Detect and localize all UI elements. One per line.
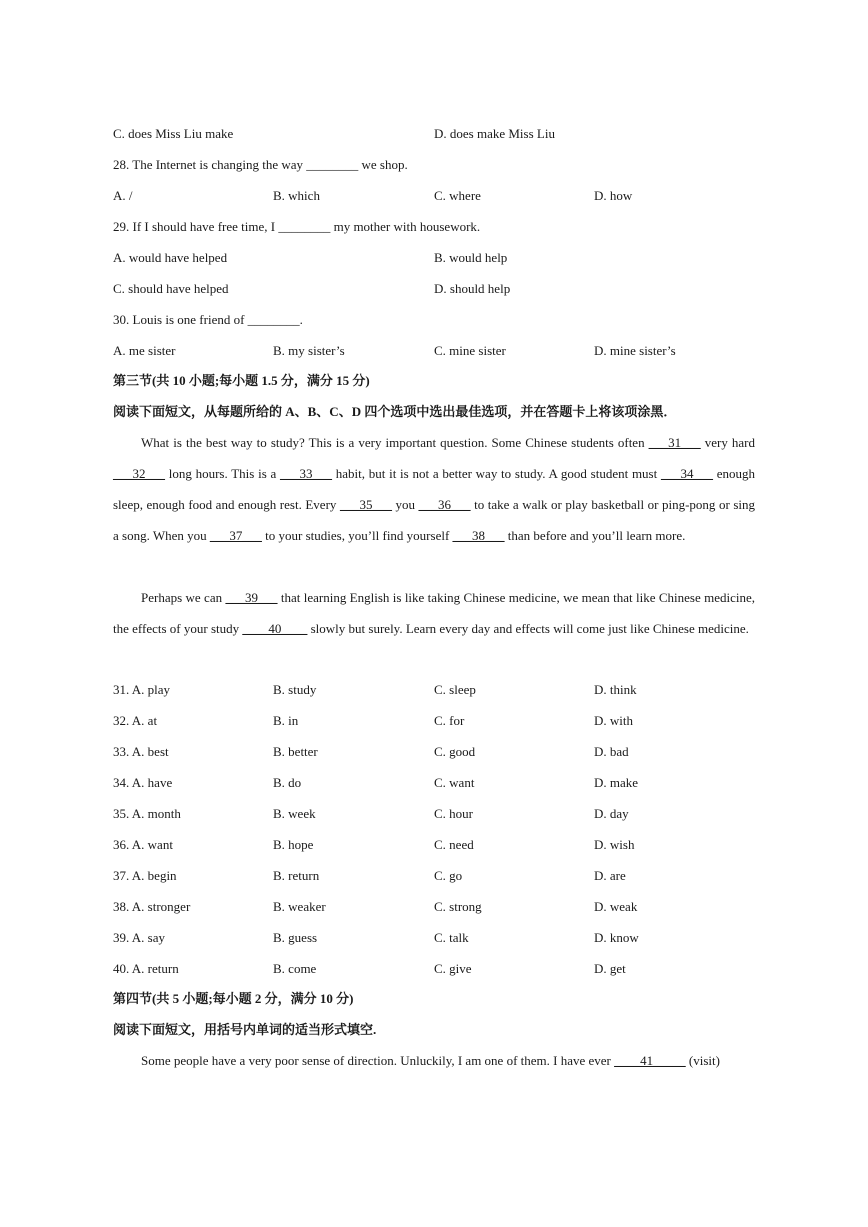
option-d: D. mine sister’s: [594, 343, 676, 358]
blank-37: ___37___: [209, 528, 262, 543]
option-c: C. should have helped: [113, 281, 229, 296]
q29-stem: 29. If I should have free time, I ________ my mother with housework.: [113, 219, 481, 234]
option-c: C. mine sister: [434, 343, 506, 358]
option-d: D. how: [594, 188, 633, 203]
option-c: C. does Miss Liu make: [113, 126, 234, 141]
section-4-heading: 第四节(共 5 小题;每小题 2 分，满分 10 分): [113, 991, 354, 1006]
blank-34: ___34___: [660, 466, 713, 481]
passage-4-paragraph-1: Some people have a very poor sense of direction. Unluckily, I am one of them. I have ever ____41_____ (visit): [141, 1053, 720, 1068]
option-c: C. where: [434, 188, 481, 203]
blank-32: ___32___: [113, 466, 165, 481]
q28-stem: 28. The Internet is changing the way ________ we shop.: [113, 157, 408, 172]
section-3-heading: 第三节(共 10 小题;每小题 1.5 分，满分 15 分): [113, 373, 370, 388]
section-4-instruction: 阅读下面短文，用括号内单词的适当形式填空.: [113, 1022, 377, 1037]
option-a: A. /: [113, 188, 133, 203]
option-b: B. which: [273, 188, 320, 203]
section-3-instruction: 阅读下面短文，从每题所给的 A、B、C、D 四个选项中选出最佳选项，并在答题卡上将该项涂黑．: [113, 404, 677, 419]
passage-paragraph-2: Perhaps we can ___39___ that learning English is like taking Chinese medicine, we mean that like Chinese medicine, the effects of your study ____40____ slowly but surely. Learn every day and effects will come just like Chinese medicine.: [113, 590, 756, 636]
blank-40: ____40____: [242, 621, 308, 636]
blank-31: ___31___: [648, 435, 701, 450]
blank-33: ___33___: [280, 466, 333, 481]
option-d: D. does make Miss Liu: [434, 126, 555, 141]
option-a: A. would have helped: [113, 250, 228, 265]
option-b: B. my sister’s: [273, 343, 345, 358]
blank-38: ___38___: [452, 528, 505, 543]
exam-page: C. does Miss Liu make D. does make Miss Liu 28. The Internet is changing the way ________ we shop. A. / B. which C. where D. how 29. If I should have free time, I ________ my mother with housework. A. would have helped B. would help C. should have helped D. should help 30. Louis is one friend of ________. A. me sister B. my sister’s C. mine sister D. mine sister’s 第三节(共 10 小题;每小题 1.5 分，满分 15 分) 阅读下面短文，从每题所给的 A、B、C、D 四个选项中选出最佳选项，并在答题卡上将该项涂黑． What is the best way to study? This is a very important question. Some Chinese students often ___31___ very hard ___32___ long hours. This is a ___33___ habit, but it is not a better way to study. A good student must ___34___ enough sleep, enough food and enough rest. Every ___35___ you ___36___ to take a walk or play basketball or ping-pong or sing a song. When you ___37___ to your studies, you’ll find yourself ___38___ than before and you’ll learn more. Perhaps we can ___39___ that learning English is like taking Chinese medicine, we mean that like Chinese medicine, the effects of your study ____40____ slowly but surely. Learn every day and effects will come just like Chinese medicine. 31. A. play B. study C. sleep D. think 32. A. at B. in C. for D. with 33. A. best B. better C. good D. bad 34. A. have B. do C. want D. make 35. A. month B. week C. hour D. day 36. A. want B. hope C. need D. wish 37. A. begin B. return C. go D. are 38. A. stronger B. weaker C. strong D. weak 39. A. say B. guess C. talk D. know 40. A. return B. come C. give D. get 第四节(共 5 小题;每小题 2 分，满分 10 分) 阅读下面短文，用括号内单词的适当形式填空. Some people have a very poor sense of direction. Unluckily, I am one of them. I have ever ____41_____ (visit): [0, 0, 868, 1227]
blank-35: ___35___: [339, 497, 392, 512]
blank-41: ____41_____: [614, 1053, 686, 1068]
blank-39: ___39___: [225, 590, 278, 605]
option-b: B. would help: [434, 250, 508, 265]
passage-paragraph-1: What is the best way to study? This is a very important question. Some Chinese students often ___31___ very hard ___32___ long hours. This is a ___33___ habit, but it is not a better way to study. A good student must ___34___ enough sleep, enough food and enough rest. Every ___35___ you ___36___ to take a walk or play basketball or ping-pong or sing a song. When you ___37___ to your studies, you’ll find yourself ___38___ than before and you’ll learn more.: [113, 435, 755, 543]
q30-stem: 30. Louis is one friend of ________.: [113, 312, 303, 327]
blank-36: ___36___: [418, 497, 471, 512]
option-a: A. me sister: [113, 343, 176, 358]
option-d: D. should help: [434, 281, 511, 296]
